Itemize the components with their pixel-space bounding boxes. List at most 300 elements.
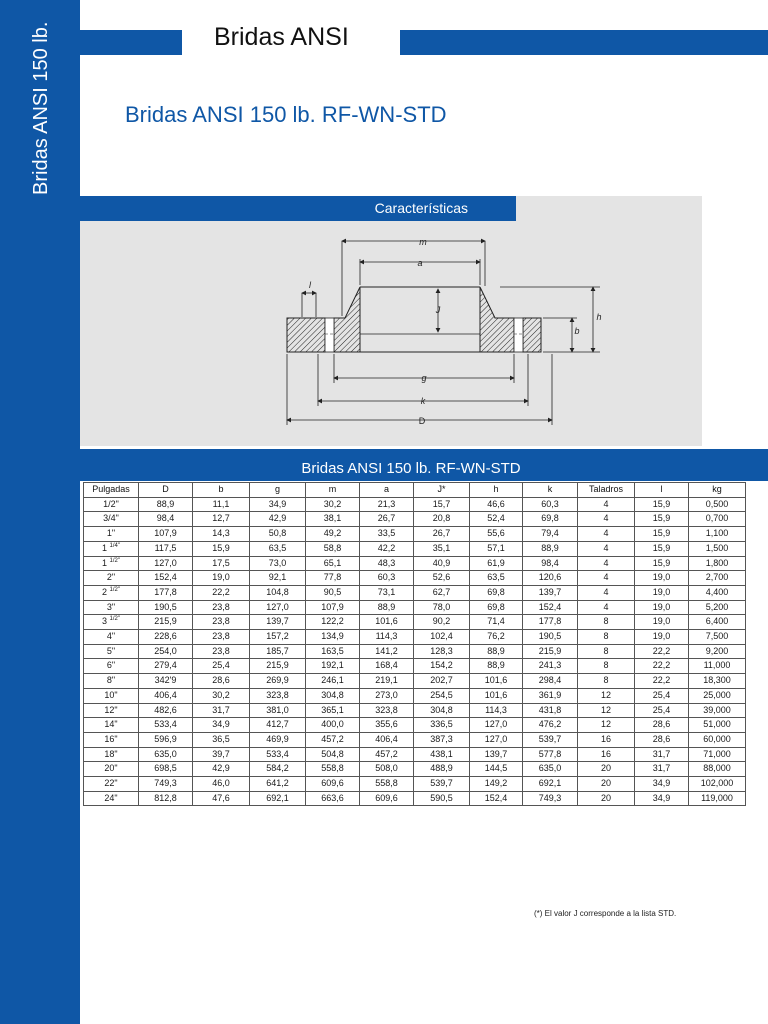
table-row	[84, 762, 746, 777]
column-header: g	[250, 483, 306, 498]
table-cell: 149,2	[470, 777, 523, 792]
size-cell	[84, 556, 139, 571]
table-cell: 539,7	[523, 732, 578, 747]
table-cell: 279,4	[139, 659, 193, 674]
table-cell: 15,9	[635, 497, 689, 512]
table-row	[84, 674, 746, 689]
footnote: (*) El valor J corresponde a la lista STD.	[534, 909, 677, 918]
table-cell: 90,5	[306, 585, 360, 600]
size-cell	[84, 585, 139, 600]
table-cell: 22,2	[193, 585, 250, 600]
table-cell: 163,5	[306, 644, 360, 659]
table-row	[84, 556, 746, 571]
table-cell: 119,000	[689, 791, 746, 806]
table-cell: 6,400	[689, 615, 746, 630]
table-cell: 15,9	[193, 541, 250, 556]
table-cell: 16	[578, 732, 635, 747]
table-cell: 92,1	[250, 571, 306, 586]
table-cell: 504,8	[306, 747, 360, 762]
table-cell: 23,8	[193, 630, 250, 645]
size-fraction: 1/4"	[109, 542, 120, 549]
table-cell: 48,3	[360, 556, 414, 571]
table-cell: 76,2	[470, 630, 523, 645]
table-cell: 117,5	[139, 541, 193, 556]
table-cell: 11,1	[193, 497, 250, 512]
size-cell: 20"	[84, 762, 139, 777]
table-cell: 202,7	[414, 674, 470, 689]
table-cell: 584,2	[250, 762, 306, 777]
table-cell: 50,8	[250, 527, 306, 542]
table-cell: 139,7	[470, 747, 523, 762]
table-cell: 25,000	[689, 688, 746, 703]
table-cell: 127,0	[250, 600, 306, 615]
table-cell: 104,8	[250, 585, 306, 600]
bolt-hole-right	[514, 318, 523, 352]
table-cell: 596,9	[139, 732, 193, 747]
table-cell: 269,9	[250, 674, 306, 689]
table-cell: 26,7	[360, 512, 414, 527]
table-row	[84, 644, 746, 659]
column-header: a	[360, 483, 414, 498]
column-header: h	[470, 483, 523, 498]
table-cell: 15,9	[635, 512, 689, 527]
table-cell: 52,6	[414, 571, 470, 586]
table-cell: 28,6	[635, 718, 689, 733]
table-cell: 431,8	[523, 703, 578, 718]
table-cell: 609,6	[306, 777, 360, 792]
table-cell: 812,8	[139, 791, 193, 806]
table-cell: 98,4	[523, 556, 578, 571]
table-cell: 8	[578, 659, 635, 674]
size-fraction: 1/2"	[109, 557, 120, 564]
table-cell: 42,9	[193, 762, 250, 777]
size-cell: 16"	[84, 732, 139, 747]
table-cell: 30,2	[193, 688, 250, 703]
table-cell: 215,9	[250, 659, 306, 674]
flange-section-left	[287, 287, 360, 352]
table-cell: 58,8	[306, 541, 360, 556]
table-cell: 381,0	[250, 703, 306, 718]
table-cell: 40,9	[414, 556, 470, 571]
table-cell: 304,8	[306, 688, 360, 703]
table-cell: 365,1	[306, 703, 360, 718]
column-header: Taladros	[578, 483, 635, 498]
table-cell: 73,1	[360, 585, 414, 600]
table-cell: 12,7	[193, 512, 250, 527]
dim-label-j: J	[435, 305, 441, 315]
table-cell: 73,0	[250, 556, 306, 571]
table-row	[84, 732, 746, 747]
table-cell: 14,3	[193, 527, 250, 542]
table-cell: 4	[578, 497, 635, 512]
table-cell: 4	[578, 541, 635, 556]
table-cell: 342'9	[139, 674, 193, 689]
table-cell: 22,2	[635, 674, 689, 689]
table-cell: 539,7	[414, 777, 470, 792]
table-cell: 323,8	[250, 688, 306, 703]
table-cell: 114,3	[360, 630, 414, 645]
table-cell: 20	[578, 791, 635, 806]
table-cell: 60,3	[523, 497, 578, 512]
size-cell	[84, 615, 139, 630]
table-cell: 11,000	[689, 659, 746, 674]
table-cell: 28,6	[635, 732, 689, 747]
table-cell: 438,1	[414, 747, 470, 762]
table-cell: 39,000	[689, 703, 746, 718]
table-title: Bridas ANSI 150 lb. RF-WN-STD	[301, 460, 521, 477]
table-cell: 361,9	[523, 688, 578, 703]
table-cell: 60,3	[360, 571, 414, 586]
table-cell: 128,3	[414, 644, 470, 659]
table-cell: 39,7	[193, 747, 250, 762]
table-cell: 406,4	[139, 688, 193, 703]
table-cell: 406,4	[360, 732, 414, 747]
table-cell: 33,5	[360, 527, 414, 542]
table-cell: 152,4	[470, 791, 523, 806]
table-cell: 65,1	[306, 556, 360, 571]
size-cell: 3/4"	[84, 512, 139, 527]
table-cell: 185,7	[250, 644, 306, 659]
size-fraction: 1/2"	[109, 616, 120, 623]
table-cell: 31,7	[193, 703, 250, 718]
table-cell: 36,5	[193, 732, 250, 747]
table-cell: 692,1	[523, 777, 578, 792]
table-cell: 1,800	[689, 556, 746, 571]
table-cell: 8	[578, 630, 635, 645]
dim-label-h: h	[596, 312, 602, 322]
table-cell: 69,8	[470, 585, 523, 600]
table-cell: 298,4	[523, 674, 578, 689]
table-cell: 355,6	[360, 718, 414, 733]
table-cell: 22,2	[635, 644, 689, 659]
table-cell: 30,2	[306, 497, 360, 512]
table-cell: 508,0	[360, 762, 414, 777]
table-cell: 5,200	[689, 600, 746, 615]
table-row	[84, 703, 746, 718]
table-cell: 641,2	[250, 777, 306, 792]
table-cell: 4	[578, 527, 635, 542]
table-cell: 1,100	[689, 527, 746, 542]
table-cell: 127,0	[139, 556, 193, 571]
flange-section-right	[480, 287, 541, 352]
table-row	[84, 659, 746, 674]
table-cell: 46,6	[470, 497, 523, 512]
table-cell: 88,000	[689, 762, 746, 777]
table-cell: 273,0	[360, 688, 414, 703]
table-cell: 749,3	[139, 777, 193, 792]
size-whole: 3	[101, 616, 107, 627]
size-cell: 5"	[84, 644, 139, 659]
table-cell: 34,9	[635, 791, 689, 806]
table-cell: 18,300	[689, 674, 746, 689]
table-cell: 26,7	[414, 527, 470, 542]
table-cell: 102,4	[414, 630, 470, 645]
table-cell: 78,0	[414, 600, 470, 615]
table-cell: 62,7	[414, 585, 470, 600]
size-cell: 14"	[84, 718, 139, 733]
size-whole: 1	[101, 557, 107, 568]
table-cell: 152,4	[523, 600, 578, 615]
table-cell: 15,9	[635, 541, 689, 556]
table-cell: 38,1	[306, 512, 360, 527]
table-cell: 533,4	[139, 718, 193, 733]
table-cell: 101,6	[470, 674, 523, 689]
size-cell: 18"	[84, 747, 139, 762]
size-cell: 4"	[84, 630, 139, 645]
table-cell: 42,9	[250, 512, 306, 527]
dim-label-a: a	[417, 258, 423, 268]
table-row	[84, 600, 746, 615]
table-cell: 304,8	[414, 703, 470, 718]
table-cell: 590,5	[414, 791, 470, 806]
page-title: Bridas ANSI	[214, 23, 349, 51]
bolt-hole-left	[325, 318, 334, 352]
table-row	[84, 791, 746, 806]
table-cell: 15,9	[635, 556, 689, 571]
table-cell: 17,5	[193, 556, 250, 571]
size-cell: 2"	[84, 571, 139, 586]
table-cell: 120,6	[523, 571, 578, 586]
table-cell: 154,2	[414, 659, 470, 674]
table-cell: 476,2	[523, 718, 578, 733]
table-cell: 60,000	[689, 732, 746, 747]
table-cell: 190,5	[139, 600, 193, 615]
table-cell: 79,4	[523, 527, 578, 542]
table-cell: 533,4	[250, 747, 306, 762]
table-cell: 90,2	[414, 615, 470, 630]
table-cell: 107,9	[306, 600, 360, 615]
table-cell: 177,8	[523, 615, 578, 630]
size-cell: 10"	[84, 688, 139, 703]
table-cell: 457,2	[360, 747, 414, 762]
column-header: J*	[414, 483, 470, 498]
table-cell: 469,9	[250, 732, 306, 747]
table-cell: 107,9	[139, 527, 193, 542]
table-cell: 4	[578, 571, 635, 586]
table-cell: 152,4	[139, 571, 193, 586]
dim-label-g: g	[421, 373, 427, 383]
table-cell: 635,0	[523, 762, 578, 777]
table-cell: 102,000	[689, 777, 746, 792]
table-cell: 127,0	[470, 718, 523, 733]
table-cell: 88,9	[139, 497, 193, 512]
size-whole: 1	[101, 542, 107, 553]
size-cell	[84, 541, 139, 556]
column-header: kg	[689, 483, 746, 498]
table-cell: 88,9	[523, 541, 578, 556]
table-cell: 23,8	[193, 644, 250, 659]
table-cell: 101,6	[360, 615, 414, 630]
table-cell: 4	[578, 512, 635, 527]
dim-label-k: k	[420, 396, 426, 406]
table-cell: 219,1	[360, 674, 414, 689]
table-cell: 31,7	[635, 762, 689, 777]
table-cell: 663,6	[306, 791, 360, 806]
table-cell: 57,1	[470, 541, 523, 556]
table-cell: 34,9	[250, 497, 306, 512]
table-cell: 635,0	[139, 747, 193, 762]
table-cell: 190,5	[523, 630, 578, 645]
table-cell: 23,8	[193, 600, 250, 615]
table-cell: 47,6	[193, 791, 250, 806]
table-cell: 25,4	[635, 688, 689, 703]
table-cell: 28,6	[193, 674, 250, 689]
table-cell: 400,0	[306, 718, 360, 733]
table-cell: 4	[578, 585, 635, 600]
table-cell: 241,3	[523, 659, 578, 674]
dim-label-m: m	[419, 237, 427, 247]
table-cell: 387,3	[414, 732, 470, 747]
size-cell: 1"	[84, 527, 139, 542]
table-cell: 8	[578, 615, 635, 630]
table-cell: 4	[578, 600, 635, 615]
table-cell: 20	[578, 777, 635, 792]
size-cell: 24"	[84, 791, 139, 806]
table-cell: 192,1	[306, 659, 360, 674]
size-cell: 1/2"	[84, 497, 139, 512]
table-cell: 101,6	[470, 688, 523, 703]
table-cell: 63,5	[470, 571, 523, 586]
table-row	[84, 541, 746, 556]
table-cell: 88,9	[360, 600, 414, 615]
table-cell: 698,5	[139, 762, 193, 777]
table-cell: 71,000	[689, 747, 746, 762]
table-cell: 25,4	[193, 659, 250, 674]
table-cell: 122,2	[306, 615, 360, 630]
table-cell: 69,8	[523, 512, 578, 527]
table-row	[84, 718, 746, 733]
table-cell: 0,500	[689, 497, 746, 512]
table-cell: 9,200	[689, 644, 746, 659]
table-cell: 157,2	[250, 630, 306, 645]
table-cell: 4,400	[689, 585, 746, 600]
table-cell: 98,4	[139, 512, 193, 527]
table-cell: 71,4	[470, 615, 523, 630]
table-cell: 46,0	[193, 777, 250, 792]
table-cell: 23,8	[193, 615, 250, 630]
table-cell: 88,9	[470, 644, 523, 659]
table-row	[84, 747, 746, 762]
table-cell: 19,0	[635, 571, 689, 586]
table-cell: 34,9	[193, 718, 250, 733]
table-cell: 254,5	[414, 688, 470, 703]
table-cell: 77,8	[306, 571, 360, 586]
table-cell: 34,9	[635, 777, 689, 792]
table-cell: 19,0	[635, 615, 689, 630]
table-cell: 42,2	[360, 541, 414, 556]
table-cell: 12	[578, 703, 635, 718]
table-cell: 246,1	[306, 674, 360, 689]
table-cell: 51,000	[689, 718, 746, 733]
table-row	[84, 497, 746, 512]
table-cell: 228,6	[139, 630, 193, 645]
table-cell: 19,0	[635, 600, 689, 615]
table-cell: 16	[578, 747, 635, 762]
column-header: Pulgadas	[84, 483, 139, 498]
table-cell: 457,2	[306, 732, 360, 747]
table-cell: 4	[578, 556, 635, 571]
table-cell: 749,3	[523, 791, 578, 806]
size-cell: 3"	[84, 600, 139, 615]
table-row	[84, 777, 746, 792]
table-cell: 49,2	[306, 527, 360, 542]
table-cell: 482,6	[139, 703, 193, 718]
table-cell: 254,0	[139, 644, 193, 659]
page-subtitle: Bridas ANSI 150 lb. RF-WN-STD	[125, 102, 447, 127]
table-cell: 323,8	[360, 703, 414, 718]
table-cell: 20	[578, 762, 635, 777]
table-cell: 55,6	[470, 527, 523, 542]
size-cell: 12"	[84, 703, 139, 718]
table-cell: 25,4	[635, 703, 689, 718]
table-row	[84, 512, 746, 527]
column-header: b	[193, 483, 250, 498]
table-cell: 139,7	[250, 615, 306, 630]
table-cell: 15,7	[414, 497, 470, 512]
sidebar-title: Bridas ANSI 150 lb.	[30, 21, 52, 195]
table-cell: 31,7	[635, 747, 689, 762]
size-cell: 22"	[84, 777, 139, 792]
specifications-table	[83, 482, 746, 806]
table-cell: 8	[578, 674, 635, 689]
table-cell: 177,8	[139, 585, 193, 600]
table-cell: 19,0	[635, 585, 689, 600]
table-cell: 488,9	[414, 762, 470, 777]
table-cell: 558,8	[360, 777, 414, 792]
size-fraction: 1/2"	[109, 586, 120, 593]
table-cell: 52,4	[470, 512, 523, 527]
table-row	[84, 615, 746, 630]
column-header: D	[139, 483, 193, 498]
table-cell: 558,8	[306, 762, 360, 777]
table-cell: 0,700	[689, 512, 746, 527]
table-cell: 19,0	[193, 571, 250, 586]
table-cell: 8	[578, 644, 635, 659]
size-cell: 8"	[84, 674, 139, 689]
table-cell: 336,5	[414, 718, 470, 733]
table-cell: 168,4	[360, 659, 414, 674]
table-cell: 144,5	[470, 762, 523, 777]
flange-diagram	[80, 221, 702, 446]
column-header: m	[306, 483, 360, 498]
table-cell: 114,3	[470, 703, 523, 718]
table-cell: 15,9	[635, 527, 689, 542]
table-cell: 215,9	[523, 644, 578, 659]
table-cell: 7,500	[689, 630, 746, 645]
section-title-caracteristicas: Características	[80, 196, 516, 221]
table-cell: 1,500	[689, 541, 746, 556]
table-cell: 21,3	[360, 497, 414, 512]
table-cell: 12	[578, 688, 635, 703]
table-cell: 19,0	[635, 630, 689, 645]
table-cell: 692,1	[250, 791, 306, 806]
column-header: k	[523, 483, 578, 498]
table-row	[84, 527, 746, 542]
column-header: l	[635, 483, 689, 498]
dim-label-d: D	[418, 416, 426, 426]
dim-label-b: b	[574, 326, 580, 336]
table-cell: 609,6	[360, 791, 414, 806]
table-cell: 12	[578, 718, 635, 733]
table-cell: 2,700	[689, 571, 746, 586]
table-cell: 141,2	[360, 644, 414, 659]
table-row	[84, 571, 746, 586]
table-cell: 88,9	[470, 659, 523, 674]
table-cell: 134,9	[306, 630, 360, 645]
table-cell: 20,8	[414, 512, 470, 527]
table-cell: 61,9	[470, 556, 523, 571]
table-cell: 412,7	[250, 718, 306, 733]
